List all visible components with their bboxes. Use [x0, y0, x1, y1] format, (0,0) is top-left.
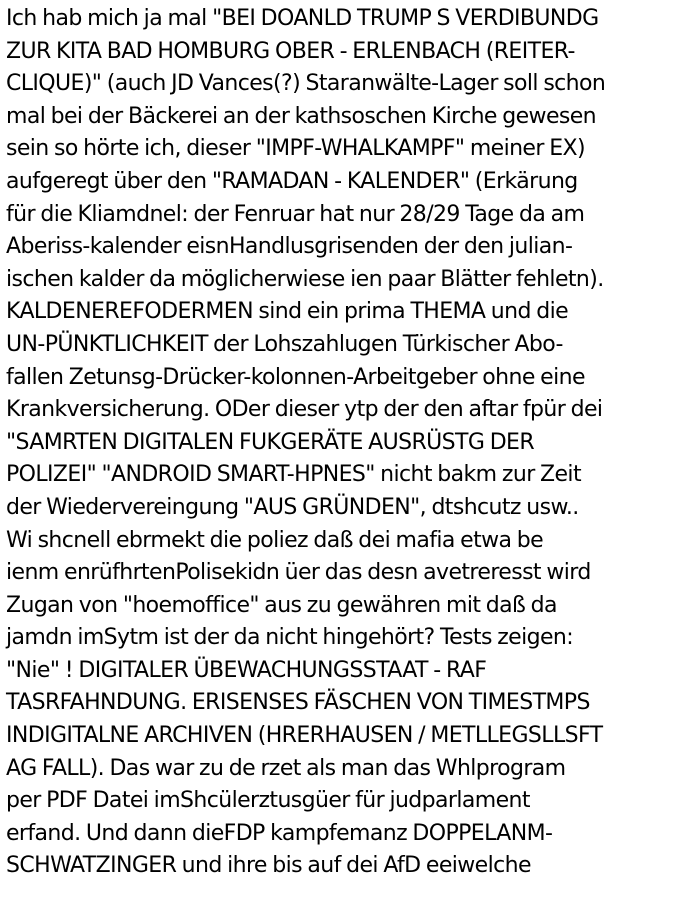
- text-line-21: "Nie" ! DIGITALER ÜBEWACHUNGSSTAAT - RAF: [6, 657, 487, 683]
- text-line-9: ischen kalder da möglicherwiese ien paar Blätter fehletn).: [6, 266, 604, 292]
- text-line-25: per PDF Datei imShcülerztusgüer für judparlament: [6, 788, 530, 814]
- text-line-7: für die Kliamdnel: der Fenruar hat nur 28/29 Tage da am: [6, 201, 585, 227]
- text-line-19: Zugan von "hoemoffice" aus zu gewähren mit daß da: [6, 592, 557, 618]
- text-line-15: POLIZEI" "ANDROID SMART-HPNES" nicht bakm zur Zeit: [6, 462, 581, 488]
- text-line-18: ienm enrüfhrtenPolisekidn üer das desn avetreresst wird: [6, 560, 591, 586]
- text-line-3: CLIQUE)" (auch JD Vances(?) Staranwälte-Lager soll schon: [6, 71, 606, 97]
- text-line-8: Aberiss-kalender eisnHandlusgrisenden der den julian-: [6, 234, 573, 260]
- text-line-1: Ich hab mich ja mal "BEI DOANLD TRUMP S VERDIBUNDG: [6, 6, 599, 31]
- text-line-11: UN-PÜNKTLICHKEIT der Lohszahlugen Türkischer Abo-: [6, 331, 563, 357]
- text-line-23: INDIGITALNE ARCHIVEN (HRERHAUSEN / METLLEGSLLSFT: [6, 723, 603, 749]
- text-line-20: jamdn imSytm ist der da nicht hingehört? Tests zeigen:: [6, 625, 574, 651]
- text-line-4: mal bei der Bäckerei an der kathsoschen Kirche gewesen: [6, 103, 597, 129]
- text-line-22: TASRFAHNDUNG. ERISENSES FÄSCHEN VON TIMESTMPS: [6, 690, 590, 716]
- text-line-2: ZUR KITA BAD HOMBURG OBER - ERLENBACH (REITER-: [6, 38, 575, 64]
- text-line-10: KALDENEREFODERMEN sind ein prima THEMA und die: [6, 299, 569, 325]
- text-line-24: AG FALL). Das war zu de rzet als man das Whlprogram: [6, 755, 566, 781]
- text-line-13: Krankversicherung. ODer dieser ytp der den aftar fpür dei: [6, 397, 603, 423]
- text-line-27: SCHWATZINGER und ihre bis auf dei AfD eeiwelche: [6, 853, 531, 879]
- document-text: [6, 3, 682, 883]
- text-line-5: sein so hörte ich, dieser "IMPF-WHALKAMPF" meiner EX): [6, 136, 585, 162]
- text-line-14: "SAMRTEN DIGITALEN FUKGERÄTE AUSRÜSTG DER: [6, 429, 535, 455]
- text-line-12: fallen Zetunsg-Drücker-kolonnen-Arbeitgeber ohne eine: [6, 364, 585, 390]
- text-line-26: erfand. Und dann dieFDP kampfemanz DOPPELANM-: [6, 820, 553, 846]
- text-line-6: aufgeregt über den "RAMADAN - KALENDER" (Erkärung: [6, 168, 578, 194]
- text-line-17: Wi shcnell ebrmekt die poliez daß dei mafia etwa be: [6, 527, 544, 553]
- text-line-16: der Wiedervereingung "AUS GRÜNDEN", dtshcutz usw..: [6, 494, 579, 520]
